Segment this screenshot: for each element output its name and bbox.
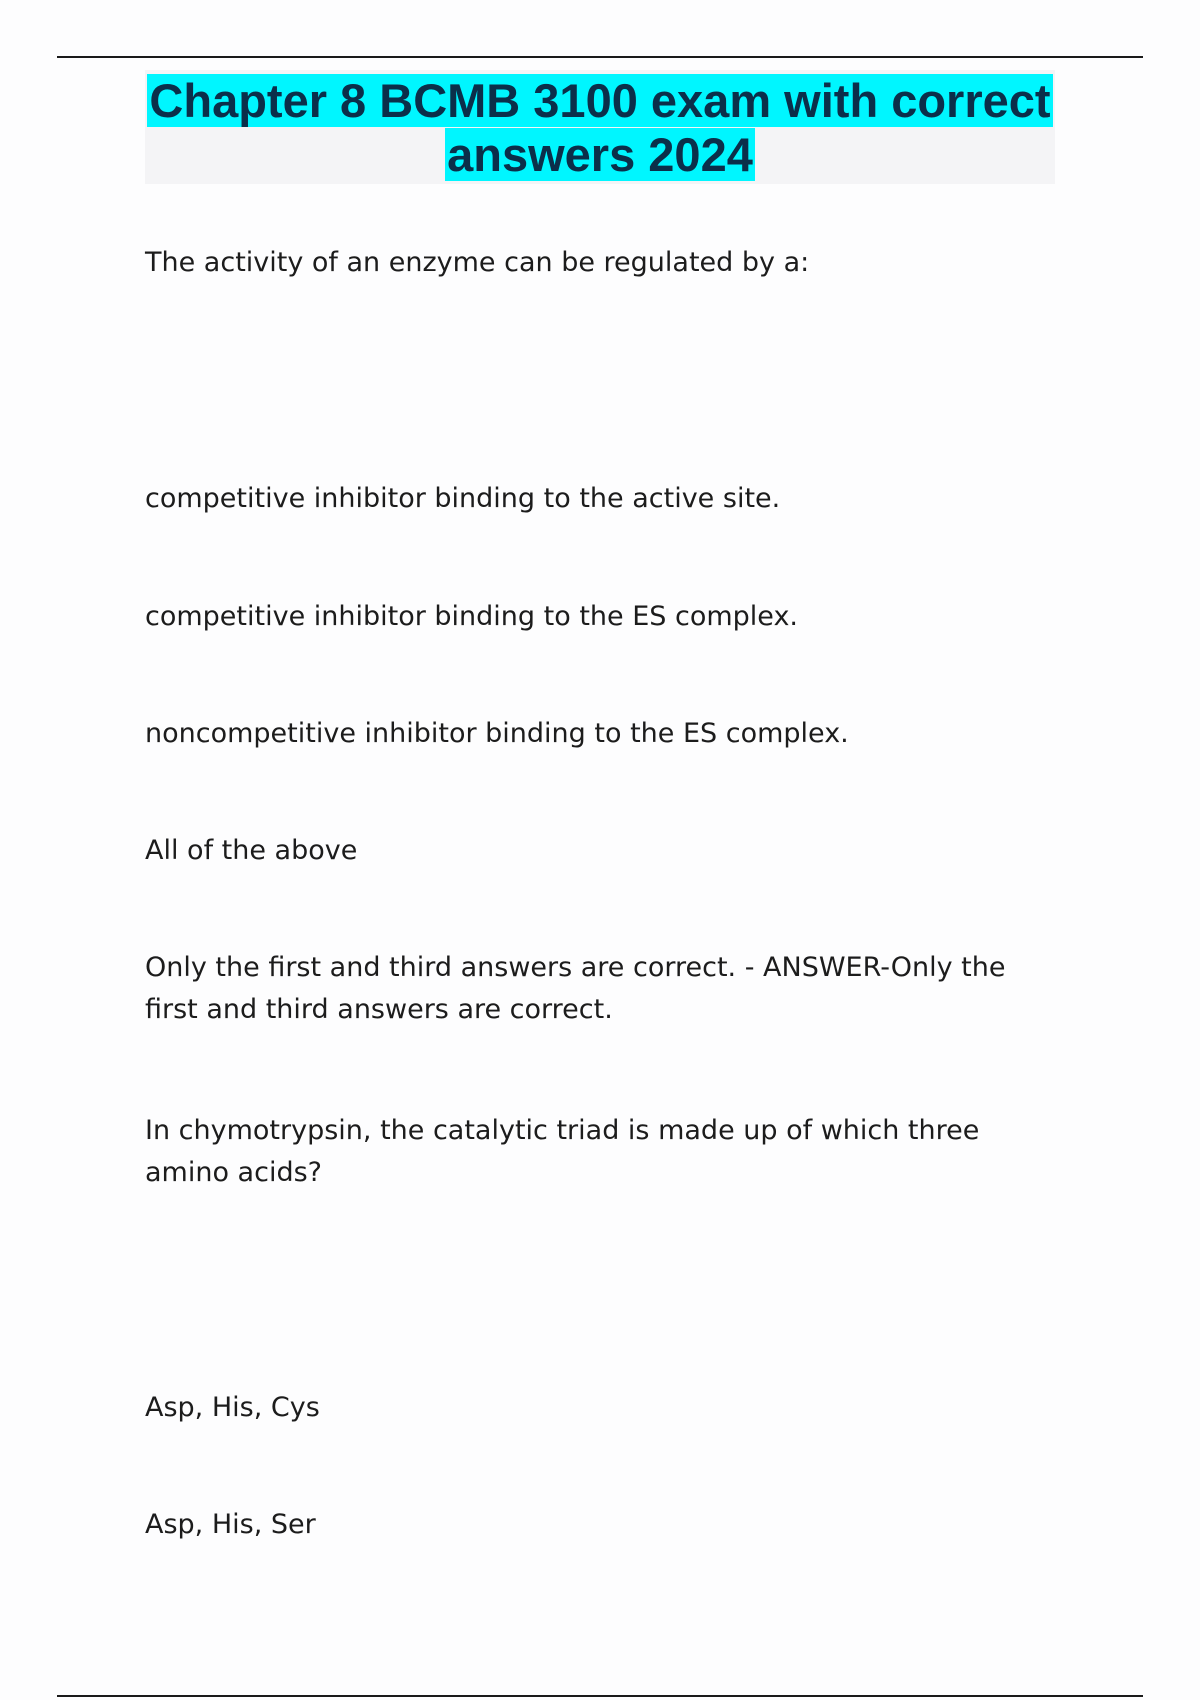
title-box [145, 70, 1055, 184]
q2-option-2: Asp, His, Ser [145, 1509, 316, 1540]
q1-option-1: competitive inhibitor binding to the active site. [145, 483, 781, 514]
q1-option-2: competitive inhibitor binding to the ES complex. [145, 601, 799, 632]
q1-option-4: All of the above [145, 835, 358, 866]
q2-option-1: Asp, His, Cys [145, 1392, 320, 1423]
q1-option-3: noncompetitive inhibitor binding to the ES complex. [145, 718, 849, 749]
document-title: Chapter 8 BCMB 3100 exam with correct answers 2024 [149, 74, 1051, 181]
top-rule [57, 56, 1143, 58]
q1-option-5-answer: Only the first and third answers are correct. - ANSWER-Only the first and third answers are correct. [145, 952, 1006, 1025]
question-1: The activity of an enzyme can be regulated by a: [145, 247, 810, 278]
bottom-rule [57, 1695, 1143, 1697]
question-2: In chymotrypsin, the catalytic triad is made up of which three amino acids? [145, 1115, 980, 1188]
